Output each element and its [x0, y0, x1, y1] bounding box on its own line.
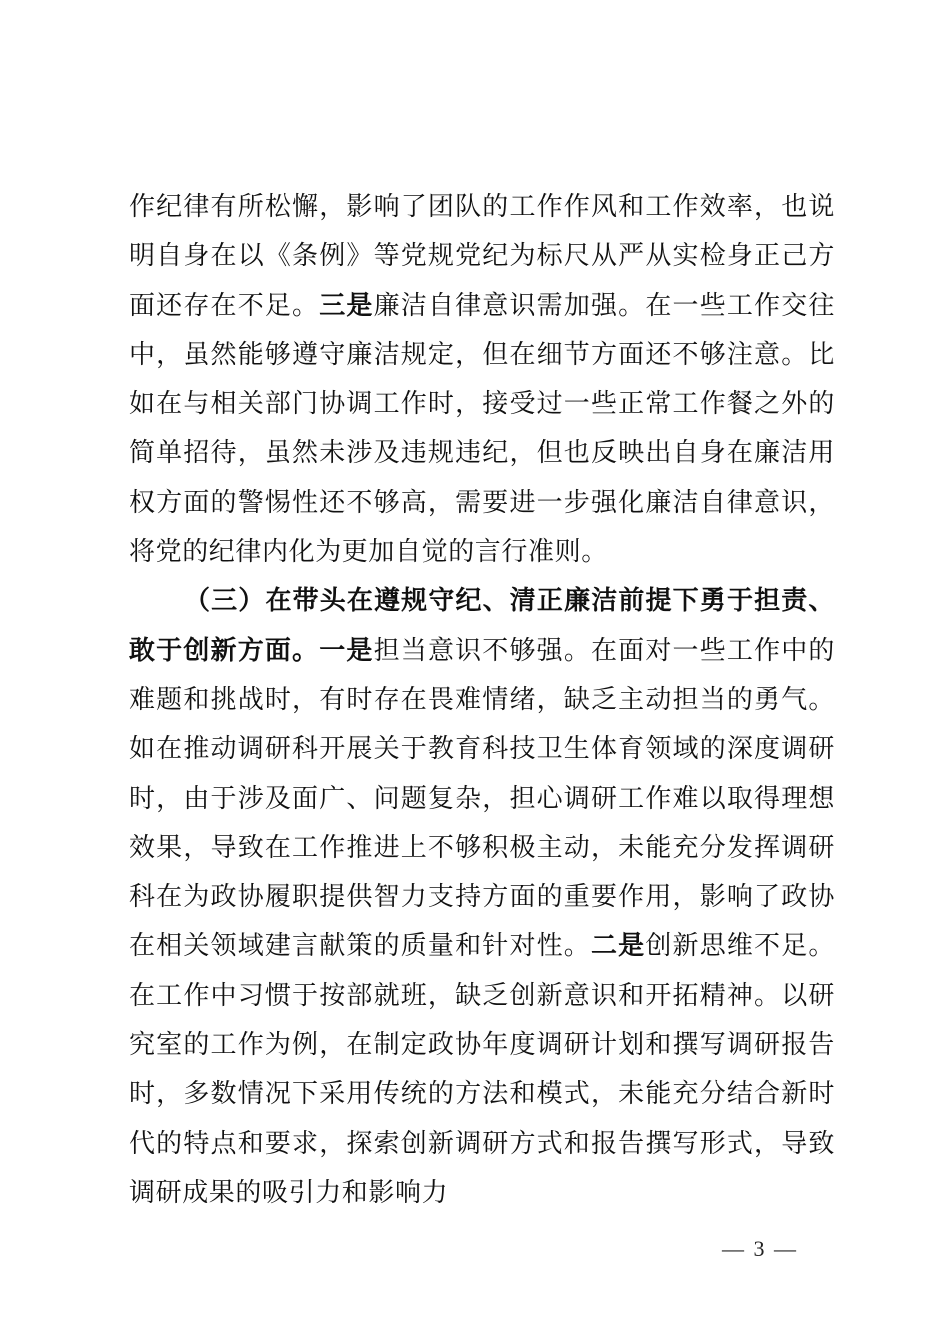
paragraph-2	[129, 577, 835, 1218]
page-number: — 3 —	[722, 1236, 798, 1261]
paragraph-2-text-continued: 创新思维不足。在工作中习惯于按部就班，缺乏创新意识和开拓精神。以研究室的工作为例，在制定政协年度调研计划和撰写调研报告时，多数情况下采用传统的方法和模式，未能充分结合新时代的特点和要求，探索创新调研方式和报告撰写形式，导致调研成果的吸引力和影响力	[129, 931, 836, 1208]
paragraph-2-text: 担当意识不够强。在面对一些工作中的难题和挑战时，有时存在畏难情绪，缺乏主动担当的勇气。如在推动调研科开展关于教育科技卫生体育领域的深度调研时，由于涉及面广、问题复杂，担心调研工作难以取得理想效果，导致在工作推进上不够积极主动，未能充分发挥调研科在为政协履职提供智力支持方面的重要作用，影响了政协在相关领域建言献策的质量和针对性。	[129, 635, 836, 962]
document-body	[129, 183, 835, 1218]
section-heading: （三）在带头在遵规守纪、清正廉洁前提下勇于担责、敢于创新方面。	[129, 586, 835, 666]
paragraph-2-bold-marker-ershi: 二是	[591, 931, 646, 962]
paragraph-2-bold-marker-yishi: 一是	[319, 635, 374, 666]
paragraph-1-text: 作纪律有所松懈，影响了团队的工作作风和工作效率，也说明自身在以《条例》等党规党纪为标尺从严从实检身正己方面还存在不足。	[129, 192, 835, 321]
paragraph-1	[129, 183, 835, 577]
paragraph-1-text-continued: 廉洁自律意识需加强。在一些工作交往中，虽然能够遵守廉洁规定，但在细节方面还不够注意。比如在与相关部门协调工作时，接受过一些正常工作餐之外的简单招待，虽然未涉及违规违纪，但也反映出自身在廉洁用权方面的警惕性还不够高，需要进一步强化廉洁自律意识，将党的纪律内化为更加自觉的言行准则。	[129, 290, 836, 568]
paragraph-1-bold-marker-sanshi: 三是	[319, 290, 374, 321]
